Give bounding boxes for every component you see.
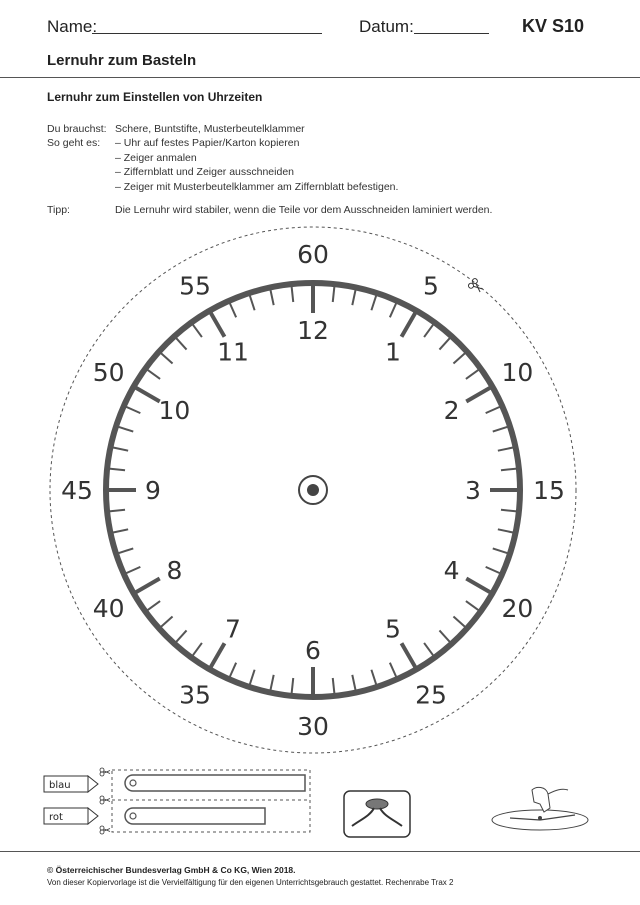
minute-tick [333, 286, 335, 302]
minute-tick [161, 353, 173, 364]
hour-tick [211, 312, 225, 336]
minute-tick [112, 447, 128, 450]
minute-tick [292, 286, 294, 302]
worksheet-code: KV S10 [522, 16, 585, 36]
scissors-icon [100, 768, 110, 776]
hour-number: 9 [145, 476, 161, 505]
hour-number: 7 [225, 614, 241, 644]
step-4: – Zeiger mit Musterbeutelklammer am Ziffernblatt befestigen. [115, 181, 399, 193]
needs-value: Schere, Buntstifte, Musterbeutelklammer [115, 123, 305, 135]
hour-number: 6 [305, 636, 321, 665]
minute-tick [501, 469, 517, 471]
minute-tick [498, 447, 514, 450]
minute-tick [486, 567, 501, 574]
date-label: Datum: [359, 17, 414, 36]
minute-tick [118, 548, 133, 553]
minute-tick [493, 427, 508, 432]
minute-tick [126, 567, 141, 574]
hour-number: 1 [385, 337, 401, 367]
minute-tick [270, 675, 273, 691]
minute-tick [439, 338, 450, 350]
minute-tick [493, 548, 508, 553]
hour-number: 11 [217, 337, 249, 367]
minute-number: 5 [423, 271, 439, 301]
minute-tick [250, 670, 255, 685]
minute-tick [466, 370, 479, 379]
minute-tick [109, 469, 125, 471]
center-hole [307, 484, 319, 496]
minute-tick [126, 407, 141, 414]
tip-value: Die Lernuhr wird stabiler, wenn die Teile vor dem Ausschneiden laminiert werden. [115, 204, 493, 216]
minute-tick [333, 678, 335, 694]
minute-tick [371, 670, 376, 685]
blue-pencil-label [44, 776, 98, 792]
minute-number: 50 [92, 358, 125, 387]
footer-note: Von dieser Kopiervorlage ist die Vervielfältigung für den eigenen Unterrichtsgebrauch gestattet. Rechenrabe Trax 2 [47, 878, 454, 887]
hour-hand-cutout [125, 808, 265, 824]
minute-number: 45 [61, 476, 93, 505]
minute-tick [371, 295, 376, 310]
hour-number: 8 [166, 556, 183, 585]
minute-tick [176, 630, 187, 642]
minute-tick [109, 510, 125, 512]
minute-tick [193, 643, 202, 656]
step-3: – Ziffernblatt und Zeiger ausschneiden [115, 166, 295, 178]
footer-divider [0, 851, 640, 852]
hour-tick [135, 388, 159, 402]
minute-tick [112, 529, 128, 532]
minute-number: 20 [501, 594, 534, 623]
minute-number: 15 [533, 476, 565, 505]
name-label: Name: [47, 17, 98, 36]
scissors-icon [100, 826, 110, 834]
minute-tick [270, 289, 273, 305]
hour-number: 10 [158, 396, 191, 425]
minute-tick [424, 643, 433, 656]
date-line [414, 33, 489, 34]
page-title: Lernuhr zum Basteln [47, 52, 197, 69]
hour-tick [466, 579, 490, 593]
hour-tick [466, 388, 490, 402]
minute-tick [453, 616, 465, 627]
minute-tick [161, 616, 173, 627]
hour-tick [135, 579, 159, 593]
minute-tick [147, 370, 160, 379]
blue-label: blau [49, 780, 71, 791]
minute-number: 35 [179, 680, 211, 710]
minute-tick [466, 601, 479, 610]
hands-area [0, 760, 640, 840]
minute-tick [230, 663, 237, 678]
paper-fastener-icon [344, 791, 410, 837]
step-1: – Uhr auf festes Papier/Karton kopieren [115, 137, 300, 149]
step-2: – Zeiger anmalen [115, 152, 197, 164]
page-subtitle: Lernuhr zum Einstellen von Uhrzeiten [47, 90, 263, 104]
hour-tick [402, 312, 416, 336]
minute-tick [439, 630, 450, 642]
minute-tick [498, 529, 514, 532]
hour-number: 4 [443, 556, 460, 585]
minute-tick [193, 324, 202, 337]
hour-number: 3 [465, 476, 481, 505]
hour-number: 12 [297, 316, 329, 345]
name-line [92, 33, 322, 34]
hour-number: 2 [443, 396, 460, 425]
hour-tick [211, 643, 225, 667]
minute-tick [501, 510, 517, 512]
minute-tick [390, 303, 397, 318]
minute-tick [118, 427, 133, 432]
minute-tick [176, 338, 187, 350]
footer-copyright: © Österreichischer Bundesverlag GmbH & Co KG, Wien 2018. [47, 865, 296, 875]
minute-tick [486, 407, 501, 414]
hour-tick [402, 643, 416, 667]
minute-tick [230, 303, 237, 318]
minute-number: 60 [297, 240, 329, 269]
tip-label: Tipp: [47, 204, 70, 216]
steps-label: So geht es: [47, 137, 101, 149]
title-divider [0, 77, 640, 78]
minute-number: 40 [92, 594, 125, 623]
minute-number: 25 [415, 680, 447, 710]
clock-face [0, 220, 640, 760]
hand-assembly-icon [492, 787, 588, 830]
minute-tick [352, 675, 355, 691]
scissors-icon [467, 278, 484, 295]
minute-tick [147, 601, 160, 610]
minute-number: 55 [179, 271, 211, 301]
red-label: rot [49, 812, 63, 823]
minute-tick [292, 678, 294, 694]
hour-number: 5 [385, 614, 401, 644]
scissors-icon [100, 796, 110, 804]
minute-number: 30 [297, 712, 329, 741]
minute-tick [250, 295, 255, 310]
red-pencil-label [44, 808, 98, 824]
minute-hand-cutout [125, 775, 305, 791]
minute-tick [453, 353, 465, 364]
minute-tick [390, 663, 397, 678]
minute-tick [424, 324, 433, 337]
minute-tick [352, 289, 355, 305]
minute-number: 10 [501, 358, 534, 387]
needs-label: Du brauchst: [47, 123, 107, 135]
